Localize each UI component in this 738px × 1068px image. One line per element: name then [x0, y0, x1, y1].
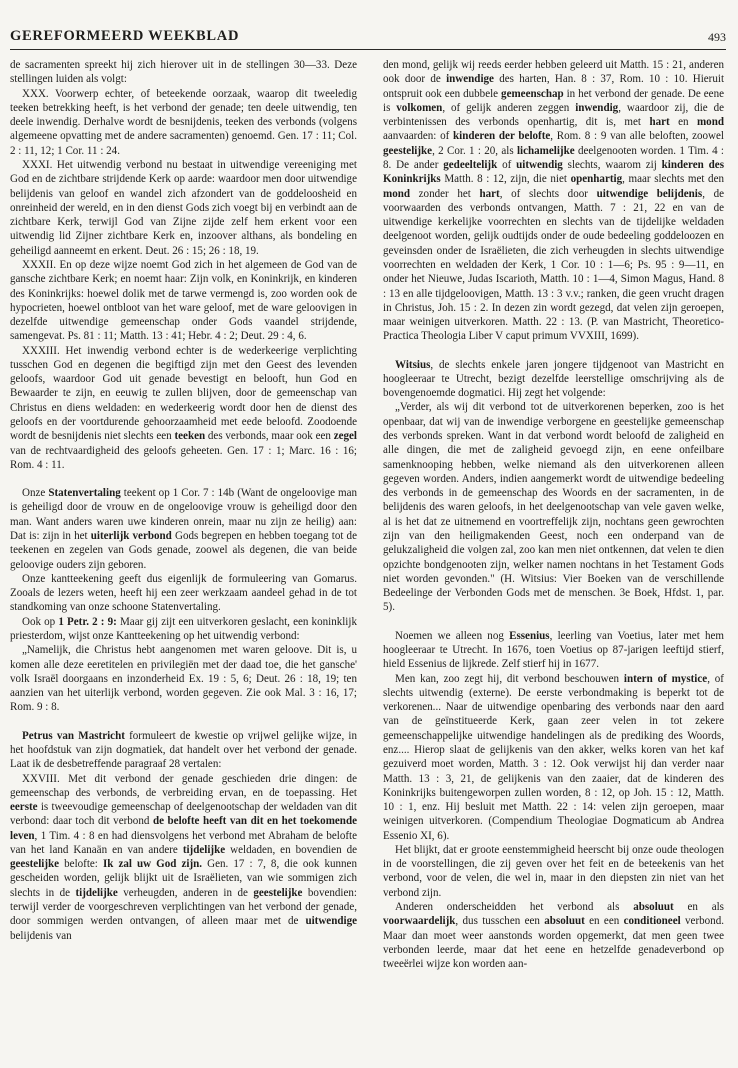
- paragraph: XXXI. Het uitwendig verbond nu bestaat in uitwendige vereeniging met God en de zichtbare strijdende Kerk op aarde: waardoor men door uitwendige belijdenis van geloof en wandel zich afzondert van de goddeloosheid en onreinheid der wereld, en in den dienst Gods zich voegt bij en verbindt aan de zichtbare Kerk, terwijl God van Zijne zijde zelf hem erkent voor een uitwendig lid Zijner zichtbare Kerk en, inzoover althans, als bondeling en geheiligd aanneemt en erkent. Deut. 26 : 15; 26 : 18, 19.: [10, 158, 357, 257]
- paragraph: de sacramenten spreekt hij zich hierover uit in de stellingen 30—33. Deze stellingen luiden als volgt:: [10, 59, 357, 86]
- page-header: [10, 10, 726, 50]
- paragraph: den mond, gelijk wij reeds eerder hebben geleerd uit Matth. 15 : 21, anderen ook door de inwendige des harten, Han. 8 : 37, Rom. 10 : 10. Hieruit ontspruit ook een dubbele gemeenschap in het verbond der genade. De eene is volkomen, of gelijk anderen zeggen inwendig, waardoor zij, die de verbintenissen des verbonds openhartig, dit is, met hart en mond aanvaarden: of kinderen der belofte, Rom. 8 : 9 van alle beloften, zoowel geestelijke, 2 Cor. 1 : 20, als lichamelijke deelgenooten worden. 1 Tim. 4 : 8. De ander gedeeltelijk of uitwendig slechts, waarom zij kinderen des Koninkrijks Matth. 8 : 12, zijn, die niet openhartig, maar slechts met den mond zonder het hart, of slechts door uitwendige belijdenis, de voorwaarden des verbonds ontvangen, Matth. 7 : 21, 22 en van de uitwendige kerkelijke voorrechten en slechts van de tijdelijke weldaden deelgenoot worden, gelijk oudtijds onder de oude bedeeling goddeloozen en geveinsden onder de Israëlieten, die zich verheugden in slechts uitwendige voorrechten en weldaden der Kerk, 1 Cor. 10 : 1—6; Ps. 95 : 9—11, en onder het Nieuwe, Judas Iscarioth, Matth. 10 : 1—4, Simon Magus, Hand. 8 : 13 en alle tijdgeloovigen, Matth. 13 : 3 v.v.; ranken, die geen vrucht dragen in Christus, Joh. 15 : 2. In dezen zin wordt gezegd, dat velen zijn geroepen, maar weinigen uitverkoren. Matth. 22 : 13. (P. van Mastricht, Theoretico-Practica Theologia Liber V caput primum VVXIII, 1699).: [383, 59, 724, 343]
- paragraph: Men kan, zoo zegt hij, dit verbond beschouwen intern of mystice, of slechts uitwendig (externe). De eerste verbondmaking is beperkt tot de verkorenen... Naar de uitwendige openbaring des verbonds naar den aard van de geïnstitueerde Kerk, gaan zeer velen in tot zekere gemeenschappelijke uitwendige handelingen als de prediking des Woords, enz.... Hierop slaat de gelijkenis van den akker, welks koren van het kaf gezuiverd moet worden, Matth. 3 : 12. Ook verwijst hij dan verder naar Matth. 13 : 3, 21, de gelijkenis van den zaaier, dat de kinderen des Koninkrijks buitengeworpen zullen worden, 8 : 12, op Joh. 15 : 12, Matth. 10 : 1, enz. Hij besluit met Matth. 22 : 14: velen zijn geroepen, maar weinigen uitverkoren. (Compendium Theologiae Dogmaticum ab Andrea Essenio XI, 6).: [383, 672, 724, 842]
- paragraph: Witsius, de slechts enkele jaren jongere tijdgenoot van Mastricht en hoogleeraar te Utrecht, bezigt dezelfde leerstellige omschrijving als de bovengenoemde dogmatici. Hij zegt het volgende:: [383, 358, 724, 400]
- page-number: 493: [708, 30, 726, 44]
- paragraph: Noemen we alleen nog Essenius, leerling van Voetius, later met hem hoogleeraar te Utrecht. In 1676, toen Voetius op 87-jarigen leeftijd stierf, hield Essenius de lijkrede. Zelf stierf hij in 1677.: [383, 629, 724, 671]
- journal-title: GEREFORMEERD WEEKBLAD: [10, 28, 240, 44]
- paragraph: Onze kantteekening geeft dus eigenlijk de formuleering van Gomarus. Zooals de lezers weten, heeft hij een zeer werkzaam aandeel gehad in de tot standkoming van onze schoone Statenvertaling.: [10, 572, 357, 614]
- paragraph: Petrus van Mastricht formuleert de kwestie op vrijwel gelijke wijze, in het hoofdstuk van zijn dogmatiek, dat handelt over het verbond der genade. Laat ik de desbetreffende paragraaf 28 vertalen:: [10, 729, 357, 771]
- paragraph: XXX. Voorwerp echter, of beteekende oorzaak, waarop dit tweeledig teeken betrekking heeft, is het verbond der genade; ten deele uitwendig, ten deele inwendig. Derhalve wordt de besnijdenis, teeken des verbonds (volgens algemeene opvatting met de andere sacramenten) genoemd. Gen. 17 : 11; Col. 2 : 11, 12; 1 Cor. 11 : 24.: [10, 87, 357, 157]
- paragraph: Ook op 1 Petr. 2 : 9: Maar gij zijt een uitverkoren geslacht, een koninklijk priesterdom, wijst onze Kantteekening op het uitwendig verbond:: [10, 615, 357, 642]
- right-column: [383, 58, 724, 1058]
- paragraph: Anderen onderscheidden het verbond als absoluut en als voorwaardelijk, dus tusschen een absoluut en een conditioneel verbond. Maar dan moet weer aanstonds worden opgemerkt, dat men geen twee verbonden leerde, maar dat het eene en hetzelfde genadeverbond op tweeërlei wijze kon worden aan-: [383, 901, 724, 971]
- paragraph: Onze Statenvertaling teekent op 1 Cor. 7 : 14b (Want de ongeloovige man is geheiligd door de vrouw en de ongeloovige vrouw is geheiligd door den man. Want anders waren uwe kinderen onrein, maar nu zijn ze heilig) aan: Dat is: zijn in het uiterlijk verbond Gods begrepen en hebben toegang tot de teekenen en zegelen van Gods genade, zoowel als degenen, die van beide geloovige ouders zijn geboren.: [10, 487, 357, 571]
- left-column: [10, 58, 357, 1058]
- paragraph: XXXII. En op deze wijze noemt God zich in het algemeen de God van de gansche zichtbare Kerk; en noemt haar: Zijn volk, en Koninkrijk, en kinderen des Koninkrijks: hoewel dolik met de tarwe vermengd is, zoo worden ook de hypocrieten, hoewel ontbloot van het ware geloof, met de ware geloovigen in dezelfde uitwendige gemeenschap onder Gods vaandel strijdende, samengevat. Ps. 81 : 11; Matth. 13 : 41; Hebr. 4 : 2; Deut. 29 : 4, 6.: [10, 258, 357, 343]
- paragraph: „Verder, als wij dit verbond tot de uitverkorenen beperken, zoo is het openbaar, dat wij van de inwendige verborgene en geestelijke gemeenschap des verbonds spreken. Want in dat verbond wordt beloofd de zaligheid en alle dingen, die met de zaligheid gevoegd zijn, en eene onfeilbare samenknooping hebben, welke niemand als den uitverkorenen alleen gegeven worden. Anders, indien aangemerkt wordt de uitwendige bedeeling des verbonds in de gemeenschap des Woords en der sacramenten, in de belijdenis des waren geloofs, in het deelgenootschap van vele gaven welke, al is het dat ze uitnemend en voortreffelijk zijn, nochtans geen gewrochten zijn van den heiligmakenden Geest, noch een onderpand van de gelukzaligheid die volgen zal, zoo kan men niet ontkennen, dat velen te dien opzichte bondgenooten zijn, welker namen nochtans in het Testament Gods niet worden gevonden." (H. Witsius: Vier Boeken van de verschillende Bedeelinge der Verbonden Gods met de menschen. 3e Boek, Hfdst. 1, par. 5).: [383, 401, 724, 614]
- paragraph: Het blijkt, dat er groote eenstemmigheid heerscht bij onze oude theologen in de voorstellingen, die zij geven over het feit en de beteekenis van het verbond, voor de velen, die wel in, maar in den diepsten zin niet van het verbond zijn.: [383, 843, 724, 899]
- paragraph: „Namelijk, die Christus hebt aangenomen met waren geloove. Dit is, u komen alle deze eeretitelen en privilegiën met der daad toe, die het gansche' volk Israël doorgaans en inzonderheid Ex. 19 : 5, 6; Deut. 26 : 18, 19; ten aanzien van het uiterlijk verbond, worden gegeven. Zie ook Mal. 3 : 16, 17; Rom. 9 : 8.: [10, 644, 357, 714]
- paragraph: XXXIII. Het inwendig verbond echter is de wederkeerige verplichting tusschen God en degenen die begiftigd zijn met den Geest des levenden geloofs, waardoor God uit genade bevestigt en belooft, hun God en Bewaarder te zijn, en eeuwig te zullen blijven, door de gemeenschap van Christus en diens weldaden: en wederkeerig wordt door hen de dienst des geloofs en der voortdurende gehoorzaamheid met eede beloofd. Zoodoende wordt de besnijdenis niet slechts een teeken des verbonds, maar ook een zegel van de rechtvaardigheid des geloofs geheeten. Gen. 17 : 1; Marc. 16 : 16; Rom. 4 : 11.: [10, 344, 357, 471]
- paragraph: XXVIII. Met dit verbond der genade geschieden drie dingen: de gemeenschap des verbonds, de verbreiding ervan, en de toepassing. Het eerste is tweevoudige gemeenschap of deelgenootschap der weldaden van dit verbond: daar toch dit verbond de belofte heeft van dit en het toekomende leven, 1 Tim. 4 : 8 en had diensvolgens het verbond met Abraham de belofte van het land Kanaän en van andere tijdelijke weldaden, en bovendien de geestelijke belofte: Ik zal uw God zijn. Gen. 17 : 7, 8, die ook kunnen gescheiden worden, gelijk blijkt uit de Israëlieten, van wie sommigen zich slechts in de tijdelijke verheugden, anderen in de geestelijke bovendien: terwijl verder de voorgeschreven verplichtingen van het verbond der genade, door sommigen werden ontvangen, of alleen maar met de uitwendige belijdenis van: [10, 772, 357, 942]
